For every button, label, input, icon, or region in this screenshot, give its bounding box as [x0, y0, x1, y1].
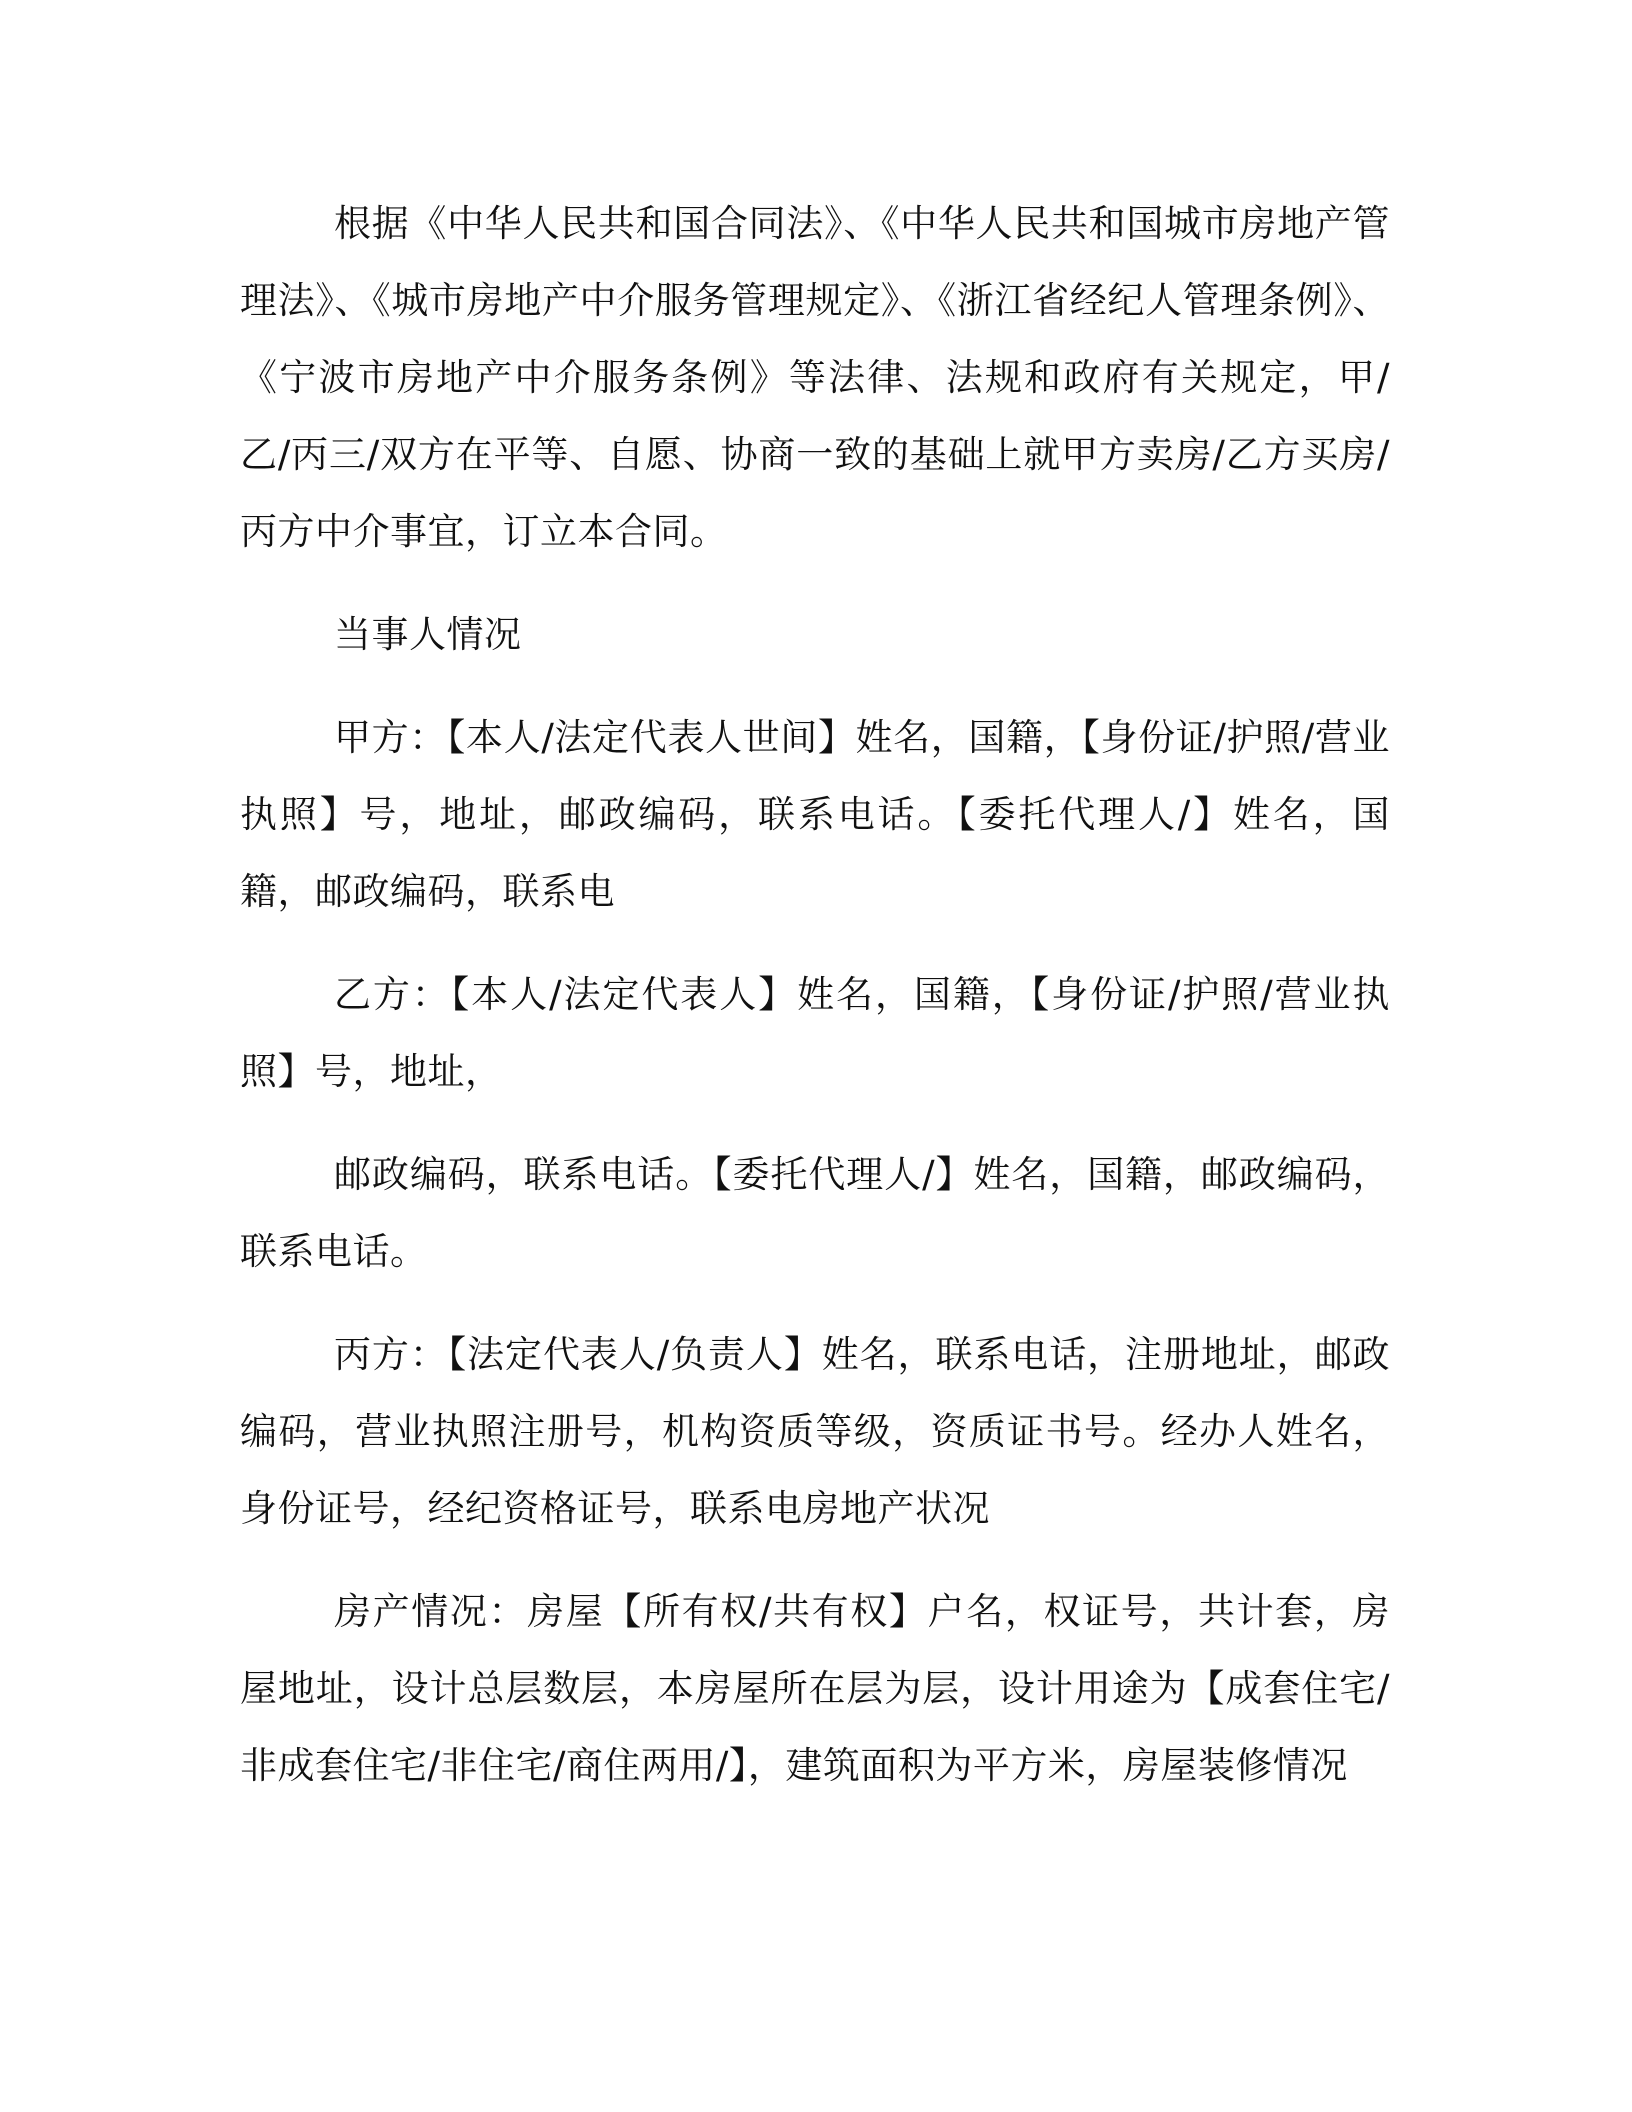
parties-heading: 当事人情况 [334, 613, 522, 656]
party-b-paragraph: 乙方：【本人/法定代表人】姓名，国籍，【身份证/护照/营业执照】号，地址， [240, 973, 1390, 1093]
party-c-paragraph: 丙方：【法定代表人/负责人】姓名，联系电话，注册地址，邮政编码，营业执照注册号，机构资质等级，资质证书号。经办人姓名，身份证号，经纪资格证号，联系电房地产状况 [240, 1333, 1390, 1530]
document-page [240, 185, 1390, 1804]
preamble-paragraph: 根据《中华人民共和国合同法》、《中华人民共和国城市房地产管理法》、《城市房地产中介服务管理规定》、《浙江省经纪人管理条例》、《宁波市房地产中介服务条例》等法律、法规和政府有关规定，甲/乙/丙三/双方在平等、自愿、协商一致的基础上就甲方卖房/乙方买房/丙方中介事宜，订立本合同。 [240, 202, 1390, 553]
party-b-contact-paragraph: 邮政编码，联系电话。【委托代理人/】姓名，国籍，邮政编码，联系电话。 [240, 1153, 1390, 1273]
party-a-paragraph: 甲方：【本人/法定代表人世间】姓名，国籍，【身份证/护照/营业执照】号，地址，邮政编码，联系电话。【委托代理人/】姓名，国籍，邮政编码，联系电 [240, 716, 1390, 913]
property-paragraph: 房产情况：房屋【所有权/共有权】户名，权证号，共计套，房屋地址，设计总层数层，本房屋所在层为层，设计用途为【成套住宅/非成套住宅/非住宅/商住两用/】，建筑面积为平方米，房屋装修情况 [240, 1590, 1390, 1787]
